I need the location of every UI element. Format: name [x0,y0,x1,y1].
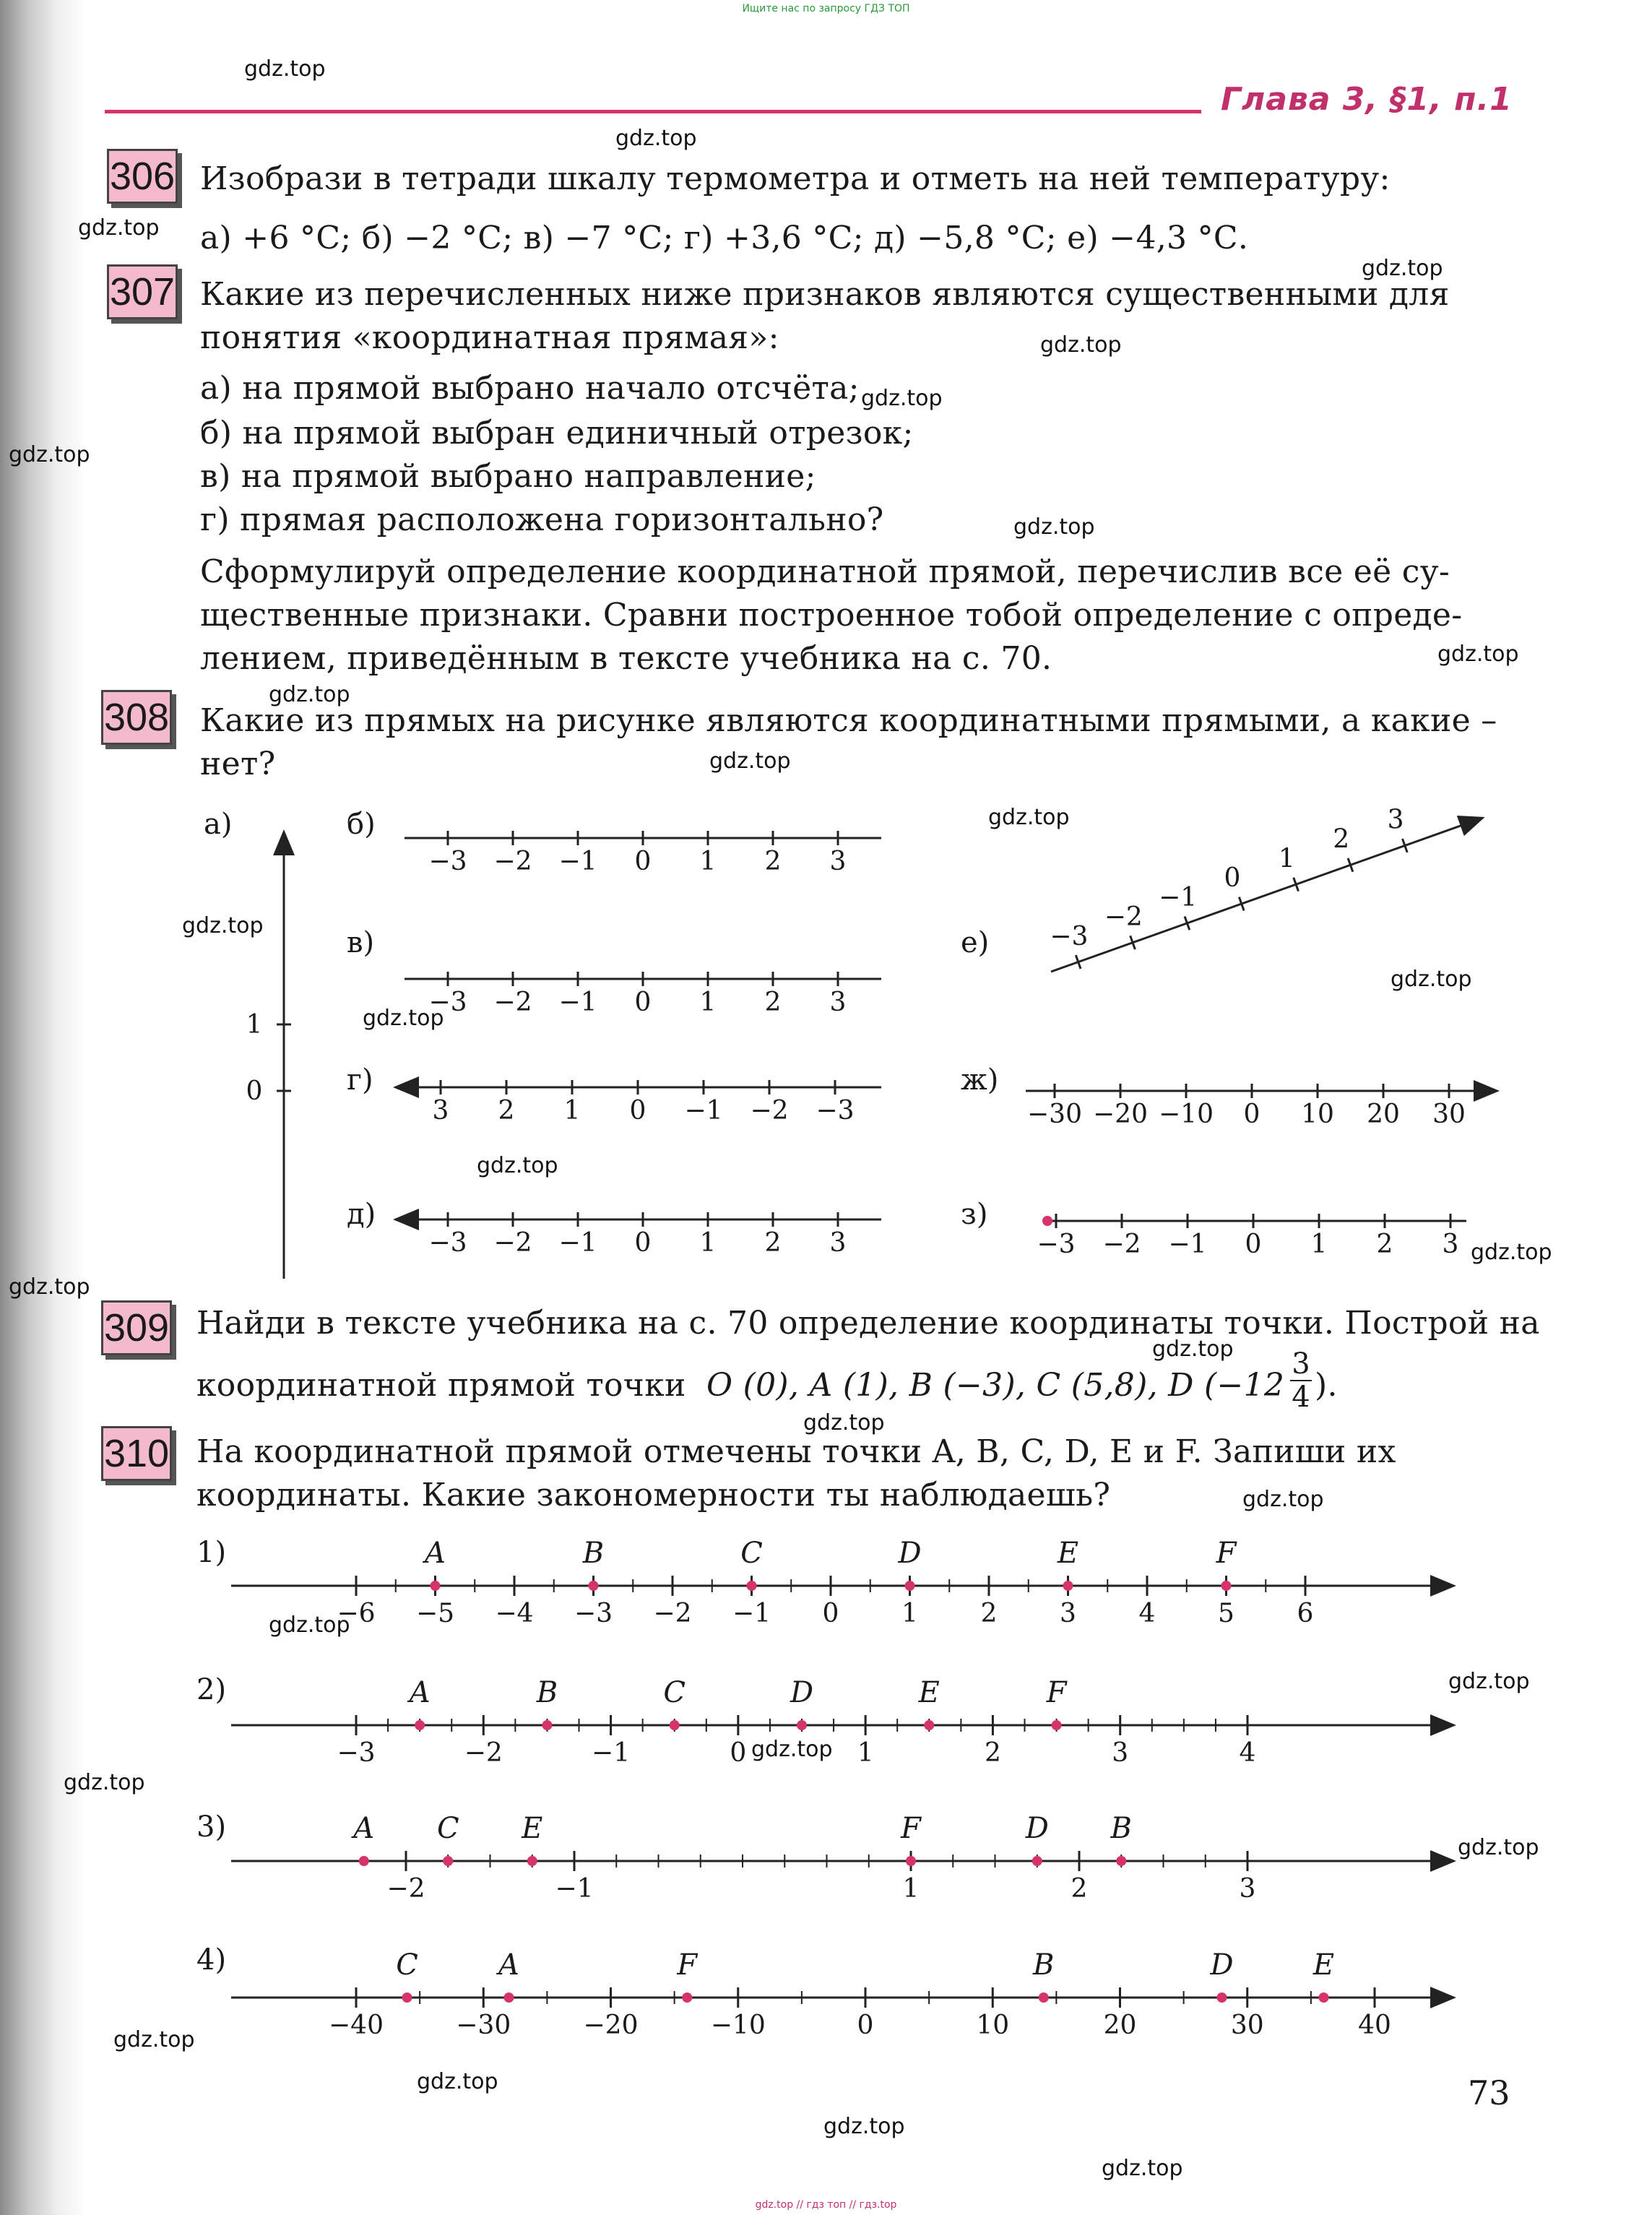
ex307-option-d: г) прямая расположена горизонтально? [200,501,884,538]
ex310-row1-tick-label: −5 [415,1599,455,1628]
ex310-row2-point-B [542,1720,552,1730]
ex308-d-tick-label: 3 [829,1228,847,1258]
ex308-g-tick-label: 0 [629,1096,646,1126]
chapter-title: Глава 3, §1, п.1 [1221,81,1513,118]
ex308-b-tick-label: 3 [829,847,847,876]
ex306-items: а) +6 °С; б) −2 °С; в) −7 °С; г) +3,6 °С; д) −5,8 °С; е) −4,3 °С. [200,220,1249,256]
ex310-row2-point-E [924,1720,934,1730]
watermark: gdz.top [363,1006,444,1031]
ex310-row4-tick-label: −20 [583,2011,639,2040]
ex310-row1-tick-label: −2 [653,1599,692,1628]
ex310-row2-point-F [1052,1720,1062,1730]
ex307-paragraph-1: Сформулируй определение координатной прямой, перечислив все её су- [200,553,1450,590]
ex308-zh-tick-label: 20 [1367,1100,1400,1129]
ex310-row4-point-D [1217,1992,1227,2003]
watermark: gdz.top [269,1612,350,1638]
ex310-row1-tick-label: 2 [980,1599,998,1628]
ex310-row3-point-F [906,1856,916,1866]
ex308-label-zh: ж) [961,1063,999,1097]
ex310-row1-point-A [431,1581,441,1591]
ex310-row1-tick-label: −1 [732,1599,771,1628]
ex310-row2-point-label: F [1046,1676,1067,1709]
ex310-row-label-2: 2) [196,1673,227,1706]
ex310-row1-tick-label: 1 [901,1599,918,1628]
ex308-v-tick-label: −1 [558,988,597,1017]
page-number: 73 [1468,2073,1510,2112]
ex309-line1: Найди в тексте учебника на с. 70 определение координаты точки. Построй на [196,1305,1540,1342]
ex310-row4-tick-label: 10 [976,2011,1010,2040]
ex310-row1-point-B [589,1581,599,1591]
ex310-row2-tick-label: 3 [1112,1738,1129,1768]
watermark: gdz.top [244,56,326,82]
ex310-row2-tick-label: 0 [730,1738,747,1768]
ex310-row4-tick-label: 0 [857,2011,874,2040]
ex310-row3-point-label: C [436,1812,459,1845]
ex308-z-tick-label: 3 [1442,1230,1459,1259]
exercise-number-307: 307 [107,264,178,319]
ex310-row4-tick-label: −10 [710,2011,766,2040]
ex310-row1-tick-label: −6 [337,1599,376,1628]
ex308-v-tick-label: 1 [699,988,717,1017]
ex308-g-tick-label: 1 [563,1096,581,1126]
watermark: gdz.top [9,442,90,467]
watermark: gdz.top [417,2069,498,2094]
fraction-denominator: 4 [1290,1380,1312,1413]
ex310-row2-tick-label: 4 [1239,1738,1256,1768]
ex308-v-tick-label: 2 [764,988,782,1017]
ex308-zh-tick-label: −30 [1027,1100,1082,1129]
ex308-zh-tick-label: 0 [1243,1100,1260,1129]
ex308-line2: нет? [200,746,276,782]
ex308-d-tick-label: −3 [428,1228,467,1258]
ex310-row1-point-label: F [1216,1537,1237,1570]
ex310-row1-point-D [905,1581,915,1591]
watermark: gdz.top [1437,642,1519,667]
watermark: gdz.top [1471,1240,1552,1265]
ex310-row3-point-label: A [353,1812,375,1845]
ex310-row4-tick-label: −40 [329,2011,384,2040]
ex310-row3-point-label: E [522,1812,543,1845]
ex308-e-axis [1051,819,1481,972]
ex310-row2-point-label: D [790,1676,814,1709]
ex308-label-z: з) [961,1198,988,1231]
ex310-row2-tick-label: −2 [464,1738,503,1768]
ex308-e-tick-label: 2 [1333,824,1350,855]
ex310-row3-tick-label: 2 [1071,1874,1088,1904]
ex309-line2: координатной прямой точки [196,1367,686,1404]
ex310-row-label-1: 1) [196,1536,227,1569]
ex310-row1-point-label: A [425,1537,446,1570]
watermark: gdz.top [9,1274,90,1300]
ex308-e-tick-label: 0 [1224,863,1241,894]
ex310-row4-point-C [402,1992,412,2003]
ex308-zh-tick-label: 30 [1432,1100,1466,1129]
watermark: gdz.top [78,215,160,241]
ex310-row1-point-label: E [1057,1537,1079,1570]
ex308-zh-tick-label: −20 [1093,1100,1148,1129]
ex310-row2-point-label: E [918,1676,940,1709]
ex308-z-tick-label: 2 [1376,1230,1393,1259]
ex308-b-tick-label: −3 [428,847,467,876]
top-note: Ищите нас по запросу ГДЗ ТОП [742,3,910,14]
ex308-b-tick-label: 0 [634,847,652,876]
ex308-label-e: е) [961,926,990,959]
ex310-row3-point-E [527,1856,537,1866]
ex307-option-b: б) на прямой выбран единичный отрезок; [200,415,914,452]
ex308-b-tick-label: 1 [699,847,717,876]
ex310-row-label-4: 4) [196,1943,227,1977]
watermark: gdz.top [709,748,791,774]
ex308-v-tick-label: 0 [634,988,652,1017]
ex308-g-tick-label: −1 [684,1096,723,1126]
ex308-zh-tick-label: −10 [1159,1100,1214,1129]
watermark: gdz.top [113,2027,195,2052]
watermark: gdz.top [1040,332,1122,358]
ex307-paragraph-2: щественные признаки. Сравни построенное тобой определение с опреде- [200,597,1463,634]
watermark: gdz.top [751,1737,833,1762]
ex307-line1: Какие из перечисленных ниже признаков являются существенными для [200,276,1450,313]
ex310-row1-tick-label: 0 [822,1599,839,1628]
ex308-d-tick-label: −2 [493,1228,532,1258]
ex310-row4-tick-label: 30 [1230,2011,1264,2040]
ex310-row2-point-label: A [409,1676,431,1709]
watermark: gdz.top [803,1410,885,1435]
watermark: gdz.top [988,805,1070,830]
ex310-row4-point-F [682,1992,692,2003]
ex306-text: Изобрази в тетради шкалу термометра и отметь на ней температуру: [200,160,1391,197]
ex310-row2-tick-label: 2 [984,1738,1001,1768]
watermark: gdz.top [477,1153,558,1178]
ex310-row2-tick-label: −3 [337,1738,376,1768]
watermark: gdz.top [1013,514,1095,540]
ex310-row1-tick-label: 4 [1138,1599,1156,1628]
ex310-row1-point-label: C [740,1537,763,1570]
ex310-row2-point-A [415,1720,425,1730]
ex308-a-tick-label: 1 [246,1010,263,1040]
ex308-g-tick-label: 3 [432,1096,449,1126]
ex310-row4-point-label: D [1210,1948,1234,1982]
ex310-row2-tick-label: 1 [857,1738,874,1768]
watermark: gdz.top [182,913,264,938]
watermark: gdz.top [1362,256,1443,281]
watermark: gdz.top [1458,1835,1539,1860]
ex308-label-b: б) [347,808,376,841]
ex308-d-tick-label: 1 [699,1228,717,1258]
ex310-row1-tick-label: 5 [1218,1599,1234,1628]
watermark: gdz.top [1102,2156,1183,2181]
ex308-g-tick-label: 2 [498,1096,515,1126]
ex308-label-d: д) [347,1198,376,1231]
ex308-label-g: г) [347,1063,373,1097]
ex309-end: ). [1315,1367,1338,1404]
ex310-row1-point-E [1063,1581,1073,1591]
ex309-points: O (0), A (1), B (−3), C (5,8), D (−12 [706,1367,1285,1404]
ex308-e-tick-label: −1 [1159,883,1198,913]
watermark: gdz.top [269,682,350,707]
ex310-row3-point-label: D [1025,1812,1049,1845]
ex308-zh-tick-label: 10 [1301,1100,1334,1129]
watermark: gdz.top [1242,1487,1324,1512]
ex310-row1-tick-label: 3 [1060,1599,1076,1628]
ex310-row1-point-C [747,1581,757,1591]
watermark: gdz.top [823,2114,905,2139]
ex308-e-tick-label: −2 [1104,902,1143,932]
ex310-row4-point-label: A [498,1948,519,1982]
ex310-row4-tick-label: 40 [1358,2011,1391,2040]
ex308-b-tick-label: 2 [764,847,782,876]
exercise-number-309: 309 [101,1300,172,1355]
watermark: gdz.top [1152,1337,1234,1362]
ex310-row4-tick-label: −30 [456,2011,511,2040]
ex310-row1-tick-label: −4 [495,1599,534,1628]
fraction-numerator: 3 [1292,1347,1310,1381]
watermark: gdz.top [64,1770,145,1795]
ex310-row3-tick-label: −1 [555,1874,594,1904]
ex308-b-tick-label: −1 [558,847,597,876]
ex307-option-a: а) на прямой выбрано начало отсчёта; [200,370,860,407]
ex308-g-tick-label: −3 [816,1096,855,1126]
ex308-b-tick-label: −2 [493,847,532,876]
bottom-note: gdz.top // гдз топ // гдз.top [755,2199,897,2211]
ex310-row4-point-label: F [677,1948,698,1982]
ex310-row4-point-label: C [396,1948,418,1982]
ex310-row2-point-label: B [536,1676,558,1709]
ex310-row1-point-F [1221,1581,1232,1591]
ex307-option-c: в) на прямой выбрано направление; [200,458,816,495]
ex308-v-tick-label: −3 [428,988,467,1017]
ex310-row4-point-label: E [1312,1948,1335,1982]
ex308-v-tick-label: 3 [829,988,847,1017]
ex310-row1-tick-label: 6 [1297,1599,1314,1628]
exercise-number-306: 306 [107,149,178,204]
ex310-row2-tick-label: −1 [592,1738,631,1768]
ex310-row4-point-E [1319,1992,1329,2003]
ex310-row4-point-B [1039,1992,1049,2003]
ex307-line2: понятия «координатная прямая»: [200,319,779,356]
ex308-z-tick-label: −2 [1102,1230,1141,1259]
ex308-d-tick-label: −1 [558,1228,597,1258]
ex310-row3-point-A [359,1856,369,1866]
ex310-row2-point-D [797,1720,807,1730]
ex308-z-tick-label: −3 [1037,1230,1076,1259]
ex308-z-origin-dot [1042,1216,1052,1226]
ex308-e-tick-label: −3 [1050,921,1089,951]
ex310-row1-point-label: D [898,1537,922,1570]
ex310-row2-point-C [670,1720,680,1730]
exercise-number-310: 310 [101,1426,172,1481]
ex308-a-tick-label: 0 [246,1076,263,1106]
ex310-row4-point-A [504,1992,514,2003]
ex310-row4-tick-label: 20 [1103,2011,1137,2040]
ex308-e-tick-label: 1 [1278,844,1295,874]
ex310-row3-tick-label: 3 [1239,1874,1256,1904]
ex308-z-tick-label: 1 [1310,1230,1328,1259]
ex307-paragraph-3: лением, приведённым в тексте учебника на с. 70. [200,640,1052,677]
ex310-row3-point-C [443,1856,453,1866]
ex310-row3-point-D [1032,1856,1042,1866]
ex310-row3-point-label: B [1110,1812,1132,1845]
ex308-v-tick-label: −2 [493,988,532,1017]
watermark: gdz.top [1391,967,1472,992]
ex310-row3-tick-label: 1 [902,1874,920,1904]
ex310-row-label-3: 3) [196,1810,227,1844]
ex310-row4-point-label: B [1033,1948,1055,1982]
ex310-row2-point-label: C [663,1676,686,1709]
ex308-e-tick-label: 3 [1387,805,1404,835]
watermark: gdz.top [861,386,943,411]
ex310-row3-tick-label: −2 [386,1874,425,1904]
ex308-label-v: в) [347,926,375,959]
ex310-line2: координаты. Какие закономерности ты наблюдаешь? [196,1477,1111,1514]
exercise-number-308: 308 [101,690,172,745]
ex308-line1: Какие из прямых на рисунке являются координатными прямыми, а какие – [200,702,1497,739]
ex310-line1: На координатной прямой отмечены точки A, B, C, D, E и F. Запиши их [196,1433,1396,1470]
ex310-row1-tick-label: −3 [574,1599,613,1628]
ex308-d-tick-label: 0 [634,1228,652,1258]
ex310-row3-point-label: F [901,1812,921,1845]
ex310-row3-point-B [1116,1856,1126,1866]
ex308-z-tick-label: −1 [1168,1230,1207,1259]
watermark: gdz.top [615,126,697,151]
ex308-label-a: а) [204,808,233,841]
watermark: gdz.top [1448,1669,1530,1694]
ex308-g-tick-label: −2 [750,1096,789,1126]
ex310-row1-point-label: B [582,1537,605,1570]
ex308-d-tick-label: 2 [764,1228,782,1258]
ex308-z-tick-label: 0 [1245,1230,1262,1259]
